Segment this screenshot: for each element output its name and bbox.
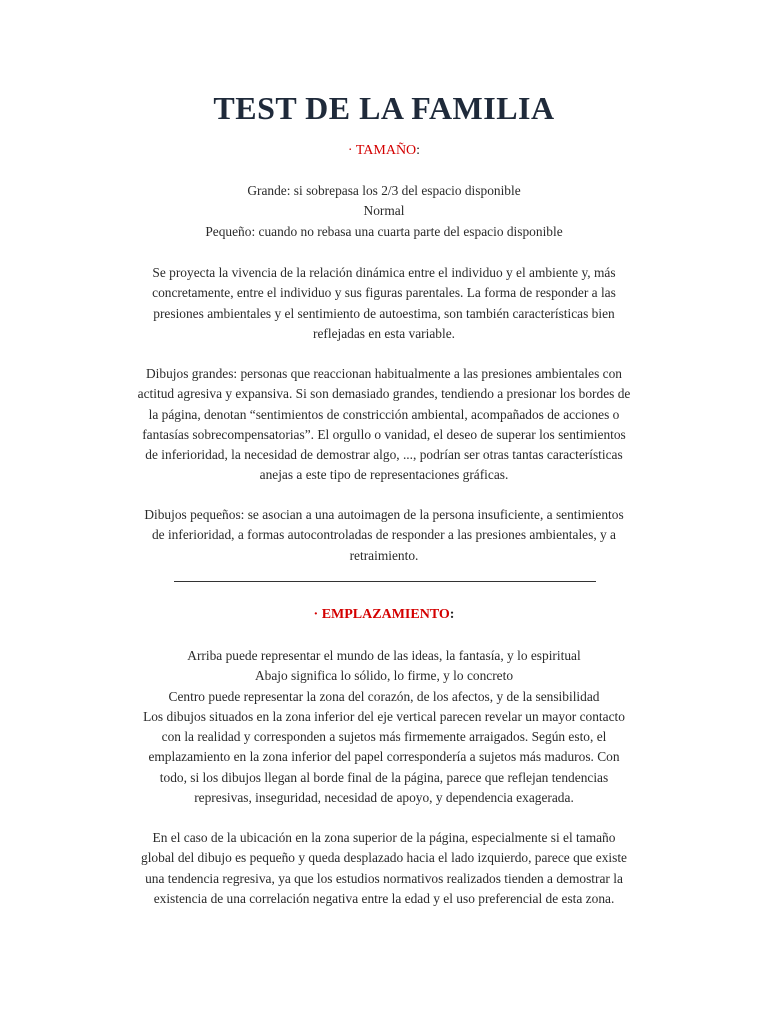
paragraph-upper-zone: [98, 828, 670, 909]
text-line: reflejadas en esta variable.: [312, 325, 455, 341]
text-line: Normal: [363, 203, 405, 219]
document-title: TEST DE LA FAMILIA: [213, 90, 555, 126]
paragraph-size-categories: [98, 181, 670, 242]
paragraph-size-projection: [98, 263, 670, 344]
text-line: En el caso de la ubicación en la zona superior de la página, especialmente si el tamaño: [152, 830, 616, 845]
text-line: Dibujos pequeños: se asocian a una autoimagen de la persona insuficiente, a sentimientos: [144, 507, 624, 522]
text-line: Arriba puede representar el mundo de las ideas, la fantasía, y lo espiritual: [187, 648, 581, 663]
text-line: represivas, inseguridad, necesidad de apoyo, y dependencia exagerada.: [194, 790, 574, 806]
text-line: presiones ambientales y el sentimiento de autoestima, son también características bien: [153, 305, 615, 321]
text-line: anejas a este tipo de representaciones gráficas.: [259, 467, 509, 483]
section-heading-emplazamiento: [0, 605, 768, 625]
text-line: de inferioridad, la necesidad de demostrar algo, ..., podrían ser otras tantas características: [145, 447, 623, 463]
text-line: actitud agresiva y expansiva. Si son demasiado grandes, tendiendo a presionar los bordes de: [137, 386, 631, 402]
paragraph-large-drawings: [98, 364, 670, 486]
heading-label: EMPLAZAMIENTO: [321, 607, 450, 622]
text-line: todo, si los dibujos llegan al borde final de la página, parece que reflejan tendencias: [159, 769, 609, 785]
text-line: concretamente, entre el individuo y sus figuras parentales. La forma de responder a las: [152, 285, 616, 301]
paragraph-placement-meaning: [98, 646, 670, 808]
text-line: la página, denotan “sentimientos de constricción ambiental, acompañados de acciones o: [148, 406, 620, 422]
text-line: global del dibujo es pequeño y queda desplazado hacia el lado izquierdo, parece que existe: [141, 850, 627, 866]
paragraph-small-drawings: [98, 505, 670, 566]
heading-colon: :: [449, 607, 455, 622]
heading-bullet: ·: [347, 143, 353, 158]
text-line: existencia de una correlación negativa entre la edad y el uso preferencial de esta zona.: [153, 890, 615, 906]
text-line: Se proyecta la vivencia de la relación dinámica entre el individuo y el ambiente y, más: [152, 265, 616, 280]
text-line: Centro puede representar la zona del corazón, de los afectos, y de la sensibilidad: [168, 688, 600, 704]
text-line: Dibujos grandes: personas que reaccionan habitualmente a las presiones ambientales con: [146, 366, 622, 381]
text-line: una tendencia regresiva, ya que los estudios normativos realizados tienden a demostrar la: [145, 870, 623, 886]
section-heading-tamano: [0, 141, 768, 161]
heading-colon: :: [416, 143, 421, 158]
text-line: Pequeño: cuando no rebasa una cuarta parte del espacio disponible: [205, 223, 563, 239]
text-line: Abajo significa lo sólido, lo firme, y lo concreto: [254, 668, 514, 684]
text-line: Grande: si sobrepasa los 2/3 del espacio disponible: [247, 183, 521, 198]
text-line: Los dibujos situados en la zona inferior del eje vertical parecen revelar un mayor contacto: [143, 708, 625, 724]
heading-label: TAMAÑO: [355, 143, 417, 158]
text-line: fantasías sobrecompensatorias”. El orgullo o vanidad, el deseo de superar los sentimientos: [142, 426, 626, 442]
section-divider: [174, 581, 596, 582]
text-line: con la realidad y corresponden a sujetos más firmemente arraigados. Según esto, el: [161, 729, 607, 745]
heading-bullet: ·: [313, 607, 319, 622]
text-line: retraimiento.: [349, 547, 419, 563]
text-line: emplazamiento en la zona inferior del papel correspondería a sujetos más maduros. Con: [148, 749, 620, 765]
text-line: de inferioridad, a formas autocontroladas de responder a las presiones ambientales, y a: [151, 527, 617, 543]
